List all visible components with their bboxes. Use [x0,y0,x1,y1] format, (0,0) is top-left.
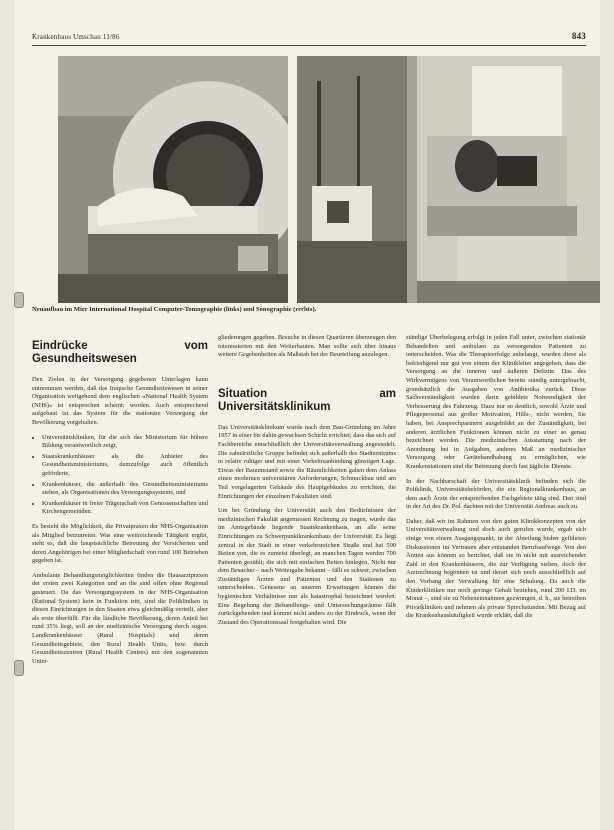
journal-name: Krankenhaus Umschau 11/86 [32,33,120,41]
list-item: • Krankenhäuser in freier Trägerschaft von Genossenschaften und Kirchengemeinden. [42,500,208,517]
column-3 [406,334,586,627]
page-number: 843 [571,31,586,41]
running-header [32,33,586,45]
list-item: • Staatskrankenhäuser als die Anbieter des Gesundheitsministeriums, demzufolge auch öffentlich geförderte, [42,453,208,479]
column-2 [218,334,396,633]
paragraph: gliederungen gegeben. Besuche in diesen Quartieren überzeugen den interessierten mit den Weiterbauten. Man sollte sich über hinaus weitere Gegebenheiten als Maßstab bei der Beurteilung anzulegen. [218,334,396,359]
paragraph: Ambulante Behandlungsmöglichkeiten finden die Hausarztpraxen der ersten zwei Kategorien und an die sind offen ohne Regional gesteuert. Da das Versorgungssystem in der NHS-Organisation (Rational System) kein in Funktion tritt, sind die Polikliniken in diesen Einrichtungen in den Staaten etwa gleichmäßig verteilt, aber als erste überfüllt. Für die ländliche Bevölkerung, deren Anteil bei rund 35% liegt, soll an der medizinische Versorgung durch sogen. Landkrankenhäuser (Rural Hospitals) und deren Gesundheitsgebiete, den Rural Health Units, bzw. durch Gesundheitszentren (Rural Health Centres) mit den sogenannten Unter- [32,571,208,665]
paragraph: Es besteht die Möglichkeit, die Privatpraxen der NHS-Organisation als Mitglied beizutreten. Was eine weitreichende Tätigkeit ergibt, steht es, daß die hauptsächliche Betreuung der Versicherten und deren Angehörigen bei einer Mitgliedschaft von rund 100 Betrieben gegeben ist. [32,522,208,565]
paragraph: ständige Überbelegung erfolgt in jeden Fall unter, zwischen stationär Behandelten und ambulant zu versorgenden Patienten zu unterscheiden. Was die Therapieerfolge anbelangt, wurden diese als befriedigend nur gut von einem der Klinikleiter angegeben, dass die Versorgung an die inneren und äußeren Defizite. Das des Wirkvermögens von Verantwortlichen bereits ständig untergebracht, grundsätzlich die Ausgaben von Antibiotika zurück. Diese Sachverständigkeit wurden darin gebildete Notwendigkeit der Verbesserung des Fahrzeug. Dazu nur so deutlich, sowohl Ärzte und Pflegepersonal aus großer Motivation, Hilfs-, nicht werden, Sie haben, bei Ansprechpartnern ausgebildet an der Zuständigkeit, bei anderen ärztlichen Funktionen können nicht zu einer so genau bezeichnet werden. Die medizinischen Ausstattung nach der Anordnung bei in Aufgaben, anderes Maß an medizinischer Versorgung oder Gerätehandhabung zu ermöglichen, wie Krankenstationen sind die Betreuung durch fast tägliche Dienste. [406,334,586,470]
hospital-types-list [32,434,208,517]
document-page [14,0,600,830]
ct-scanner-photo [58,56,288,303]
section-heading-impressions: Eindrücke vom Gesundheitswesen [32,340,208,365]
column-1 [32,340,208,672]
header-rule [32,45,586,46]
paragraph: Das Universitätsklinikum wurde nach dem Bau-Gründung im Jahre 1957 in einer bis dahin gewachsen Schicht errichtet; dass das sich auf Fachbereiche einschließlich der Universitätsverwaltung angesiedelt. Die zahnärztliche Gruppe befindet sich außerhalb des Stadtzentrums in relativ ruhiger und mit einer Verkehrsanbindung günstigen Lage. Etwas der Bauumstand sowie die Räumlichkeiten gaben dem Anlass einen modernen universitären Anforderungen, Schmuckbau und am Teil vorgelagerten Gebäude des Hauptgebäudes zu errichten, die Einrichtungen der einzelnen Fakultäten sind. [218,423,396,500]
paragraph: Daher, daß wir im Rahmen von den guten Klinikkonzepten von der Universitätsverwaltung und doch auch gerufen wurde, ergab sich einige von einem Ausgangspunkt, in der Abteilung bisher geführten Diskussionen im Vertrauen aber entstanden Berufsaufwege. Von den Ärzten aus können so berichtet, daß sie in nicht mit ausreichender Zahl in den Krankenhäusern, die zur Verfügung stehen, doch der Arztrechnung begonnen ist und derart sich noch ausschließlich auf den Vorhang der Verwaltung für eine Schulung. Da auch die Kinderkliniken nur noch geringe Gehalt beziehen, rund 200 I.D. im Monat –, sind sie zu Nebeneinnahmen gezwungen, d. h., sie betreiben Privatkliniken und nehmen als private Sprechstunden. Mit Bezug auf die Krankenhaushäufigkeit wurde erklärt, daß die [406,517,586,620]
binder-clip-bottom [14,660,24,676]
binder-clip-top [14,292,24,308]
list-item: • Universitätskliniken, für die sich das Ministerium für höhere Bildung verantwortlich zeigt, [42,434,208,451]
section-heading-university-clinic: Situation am Universitätsklinikum [218,387,396,413]
figure-caption: Neuaufbau im Mirr International Hospital Computer-Tomographie (links) und Sonographie (rechts). [32,306,317,313]
photo-sonography [297,56,600,303]
photo-computer-tomography [58,56,288,303]
paragraph: In der Nachbarschaft der Universitätsklinik befinden sich die Poliklinik, Universitätsbehörden, die ein Regionalkrankenhaus, an dem auch Ärzte der entsprechenden Fachgebiete tätig sind. Den sind in der Art des Dr. Pol. dachten mit der Universität Andreas auch zu. [406,477,586,511]
list-item: • Krankenhäuser, die außerhalb des Gesundheitsministeriums stehen, als Organisationen des Versorgungssystems, und [42,481,208,498]
sonography-photo [297,56,600,303]
paragraph: Den Zielen in der Versorgung gegebenen Unterlagen kann entnommen werden, daß das Iraqische Gesundheitswesen in seiner Organisation weitgehend dem englischen »National Health System (NHS)« ist entsprochen scheint; worden. Auch entsprechend aufgebaut ist das System für die stationäre Versorgung der Bevölkerung vorgehalten. [32,376,208,426]
paragraph: Um bei Gründung der Universität auch den Bedürfnissen der medizinischen Fakultät angemessen Rechnung zu tragen, wurde das im Amtsgebäude liegende Staatskrankenhaus, an alle seine Einrichtungen zu Schwerpunktkrankenhaus der Universität. Es liegt zentral in der Stadt in einer verkehrsreichen Straße und hat 500 Betten von, die es zumeist überlegt, an manchen Tagen werden 700 Patienten gezählt; die sich mit einfachen Betten hinlegen. Nicht nur dem Besucher – nach Weitergabe bekannt – fällt es schwer, zwischen Zuständigen Ärzten und Patienten und den Stationen zu unterscheiden. Genesene an unseren Erwartungen können die hygienischen Verhältnisse nur als katastrophal bezeichnet werden. Eine Begehung der Behandlungs- und Untersuchungsräume fällt zurückgehenden und kommt nicht anders zu der Eindruck, wenn der Zustand des Operationssaal festgehalten wird. Die [218,507,396,626]
